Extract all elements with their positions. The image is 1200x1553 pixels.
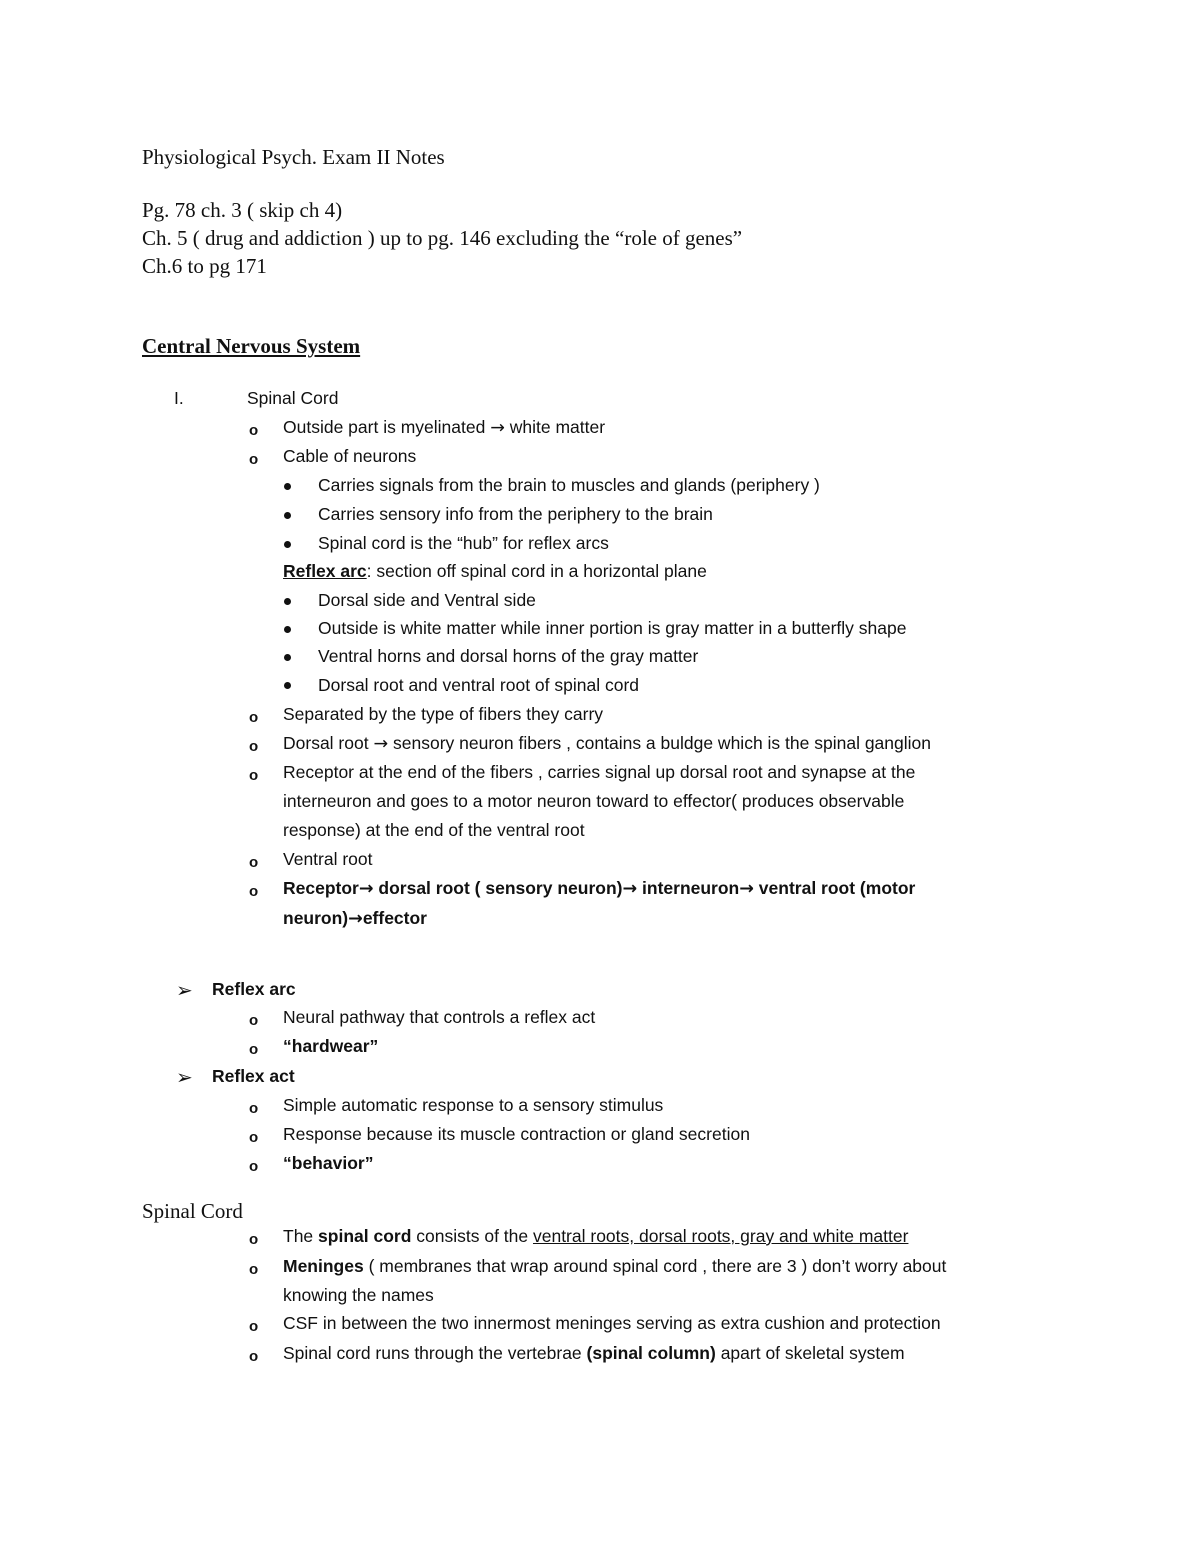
document-title: Physiological Psych. Exam II Notes xyxy=(142,145,445,169)
hollow-bullet-icon: o xyxy=(249,1158,259,1175)
bullet-dot-icon xyxy=(284,512,291,519)
bullet-dot-icon xyxy=(284,682,291,689)
list-item: Carries sensory info from the periphery to the brain xyxy=(318,504,713,524)
topic-spinal-cord: Spinal Cord xyxy=(247,388,339,408)
chevron-bullet-icon: ➢ xyxy=(176,1065,193,1089)
hollow-bullet-icon: o xyxy=(249,883,259,900)
hollow-bullet-icon: o xyxy=(249,1318,259,1335)
list-item: Ventral root xyxy=(283,849,373,869)
hollow-bullet-icon: o xyxy=(249,451,259,468)
hollow-bullet-icon: o xyxy=(249,1261,259,1278)
list-item: Outside part is myelinated → white matter xyxy=(283,417,606,438)
list-item: Ventral horns and dorsal horns of the gray matter xyxy=(318,646,699,666)
hollow-bullet-icon: o xyxy=(249,422,259,439)
list-item: Dorsal side and Ventral side xyxy=(318,590,536,610)
arrow-icon: → xyxy=(358,879,374,899)
hollow-bullet-icon: o xyxy=(249,854,259,871)
hollow-bullet-icon: o xyxy=(249,767,259,784)
list-item: Outside is white matter while inner portion is gray matter in a butterfly shape xyxy=(318,618,907,638)
bullet-dot-icon xyxy=(284,598,291,605)
list-item: CSF in between the two innermost meninges serving as extra cushion and protection xyxy=(283,1313,941,1333)
reading-line-1: Pg. 78 ch. 3 ( skip ch 4) xyxy=(142,198,343,222)
hollow-bullet-icon: o xyxy=(249,1129,259,1146)
list-item: Spinal cord runs through the vertebrae (spinal column) apart of skeletal system xyxy=(283,1343,905,1363)
arrow-icon: → xyxy=(373,734,389,754)
reading-line-3: Ch.6 to pg 171 xyxy=(142,254,267,278)
list-item: Simple automatic response to a sensory stimulus xyxy=(283,1095,664,1115)
arrow-icon: → xyxy=(490,418,505,438)
list-item: The spinal cord consists of the ventral roots, dorsal roots, gray and white matter xyxy=(283,1226,909,1246)
list-item: “behavior” xyxy=(283,1153,374,1173)
section-heading-cns: Central Nervous System xyxy=(142,334,361,358)
hollow-bullet-icon: o xyxy=(249,1348,259,1365)
hollow-bullet-icon: o xyxy=(249,1100,259,1117)
hollow-bullet-icon: o xyxy=(249,1231,259,1248)
list-item-continuation: response) at the end of the ventral root xyxy=(283,820,585,840)
arrow-icon: → xyxy=(348,909,363,929)
list-item: Meninges ( membranes that wrap around spinal cord , there are 3 ) don’t worry about xyxy=(283,1256,947,1276)
list-item: Cable of neurons xyxy=(283,446,417,466)
list-item: Receptor at the end of the fibers , carries signal up dorsal root and synapse at the xyxy=(283,762,916,782)
list-item: Dorsal root → sensory neuron fibers , contains a buldge which is the spinal ganglion xyxy=(283,733,931,754)
reflex-pathway: Receptor→ dorsal root ( sensory neuron)→ interneuron→ ventral root (motor xyxy=(283,878,916,899)
term-reflex-act: Reflex act xyxy=(212,1066,295,1086)
term-reflex-arc: Reflex arc xyxy=(212,979,296,999)
list-item-continuation: knowing the names xyxy=(283,1285,434,1305)
chevron-bullet-icon: ➢ xyxy=(176,978,193,1002)
list-item: Spinal cord is the “hub” for reflex arcs xyxy=(318,533,609,553)
arrow-icon: → xyxy=(739,879,754,899)
list-item: Dorsal root and ventral root of spinal cord xyxy=(318,675,639,695)
roman-numeral: I. xyxy=(174,388,184,408)
reflex-pathway-continuation: neuron)→effector xyxy=(283,908,427,929)
hollow-bullet-icon: o xyxy=(249,738,259,755)
arrow-icon: → xyxy=(622,879,638,899)
list-item: Carries signals from the brain to muscles and glands (periphery ) xyxy=(318,475,820,495)
list-item: Neural pathway that controls a reflex act xyxy=(283,1007,596,1027)
hollow-bullet-icon: o xyxy=(249,1041,259,1058)
bullet-dot-icon xyxy=(284,654,291,661)
hollow-bullet-icon: o xyxy=(249,709,259,726)
hollow-bullet-icon: o xyxy=(249,1012,259,1029)
bullet-dot-icon xyxy=(284,541,291,548)
list-item: “hardwear” xyxy=(283,1036,379,1056)
bullet-dot-icon xyxy=(284,626,291,633)
reading-line-2: Ch. 5 ( drug and addiction ) up to pg. 146 excluding the “role of genes” xyxy=(142,226,743,250)
list-item: Separated by the type of fibers they carry xyxy=(283,704,604,724)
bullet-dot-icon xyxy=(284,483,291,490)
list-item-continuation: interneuron and goes to a motor neuron toward to effector( produces observable xyxy=(283,791,905,811)
section-heading-spinal-cord: Spinal Cord xyxy=(142,1199,243,1223)
reflex-arc-note: Reflex arc: section off spinal cord in a horizontal plane xyxy=(283,561,707,581)
list-item: Response because its muscle contraction or gland secretion xyxy=(283,1124,750,1144)
